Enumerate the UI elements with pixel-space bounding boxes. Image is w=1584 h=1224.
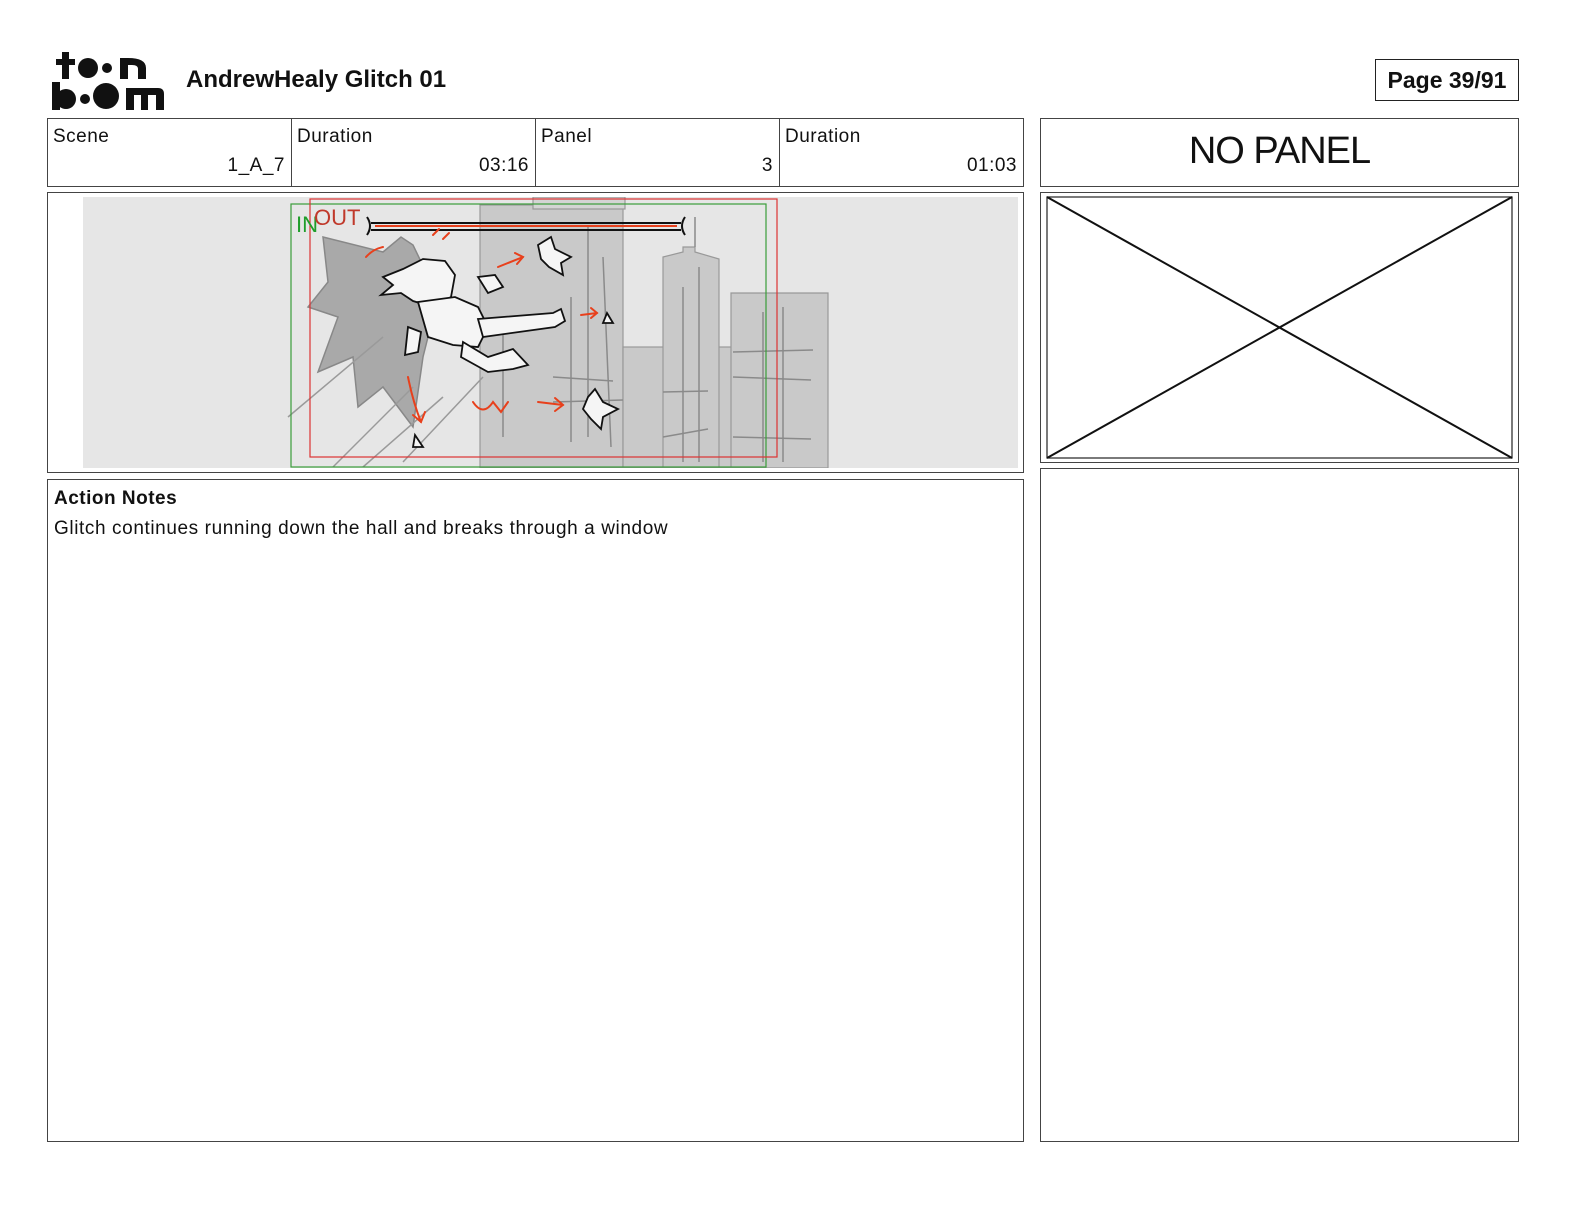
panel-duration-label: Duration: [785, 126, 861, 147]
panel-value: 3: [761, 155, 773, 176]
scene-duration-value: 03:16: [478, 155, 529, 176]
panel-duration-value: 01:03: [966, 155, 1017, 176]
scene-duration-cell: [292, 119, 536, 186]
action-notes-box: [47, 479, 1024, 1142]
camera-in-label: IN: [296, 212, 318, 237]
camera-out-label: OUT: [314, 205, 361, 230]
no-panel-label: NO PANEL: [1040, 118, 1519, 187]
action-notes-title: Action Notes: [54, 488, 178, 509]
crossed-box-icon: [1041, 193, 1518, 462]
side-notes-box: [1040, 468, 1519, 1142]
scene-value: 1_A_7: [227, 155, 285, 176]
scene-info-table: [47, 118, 1024, 187]
toon-boom-logo: [52, 52, 164, 112]
scene-label: Scene: [53, 126, 110, 147]
document-title: AndrewHealy Glitch 01: [186, 66, 447, 93]
page-number: Page 39/91: [1375, 59, 1519, 101]
scene-duration-label: Duration: [297, 126, 373, 147]
action-notes-text: Glitch continues running down the hall and breaks through a window: [54, 518, 669, 539]
storyboard-panel-image: [83, 197, 1018, 468]
panel-cell: [536, 119, 780, 186]
panel-label: Panel: [541, 126, 593, 147]
panel-duration-cell: [780, 119, 1023, 186]
scene-cell: [48, 119, 292, 186]
empty-panel-placeholder: [1040, 192, 1519, 463]
